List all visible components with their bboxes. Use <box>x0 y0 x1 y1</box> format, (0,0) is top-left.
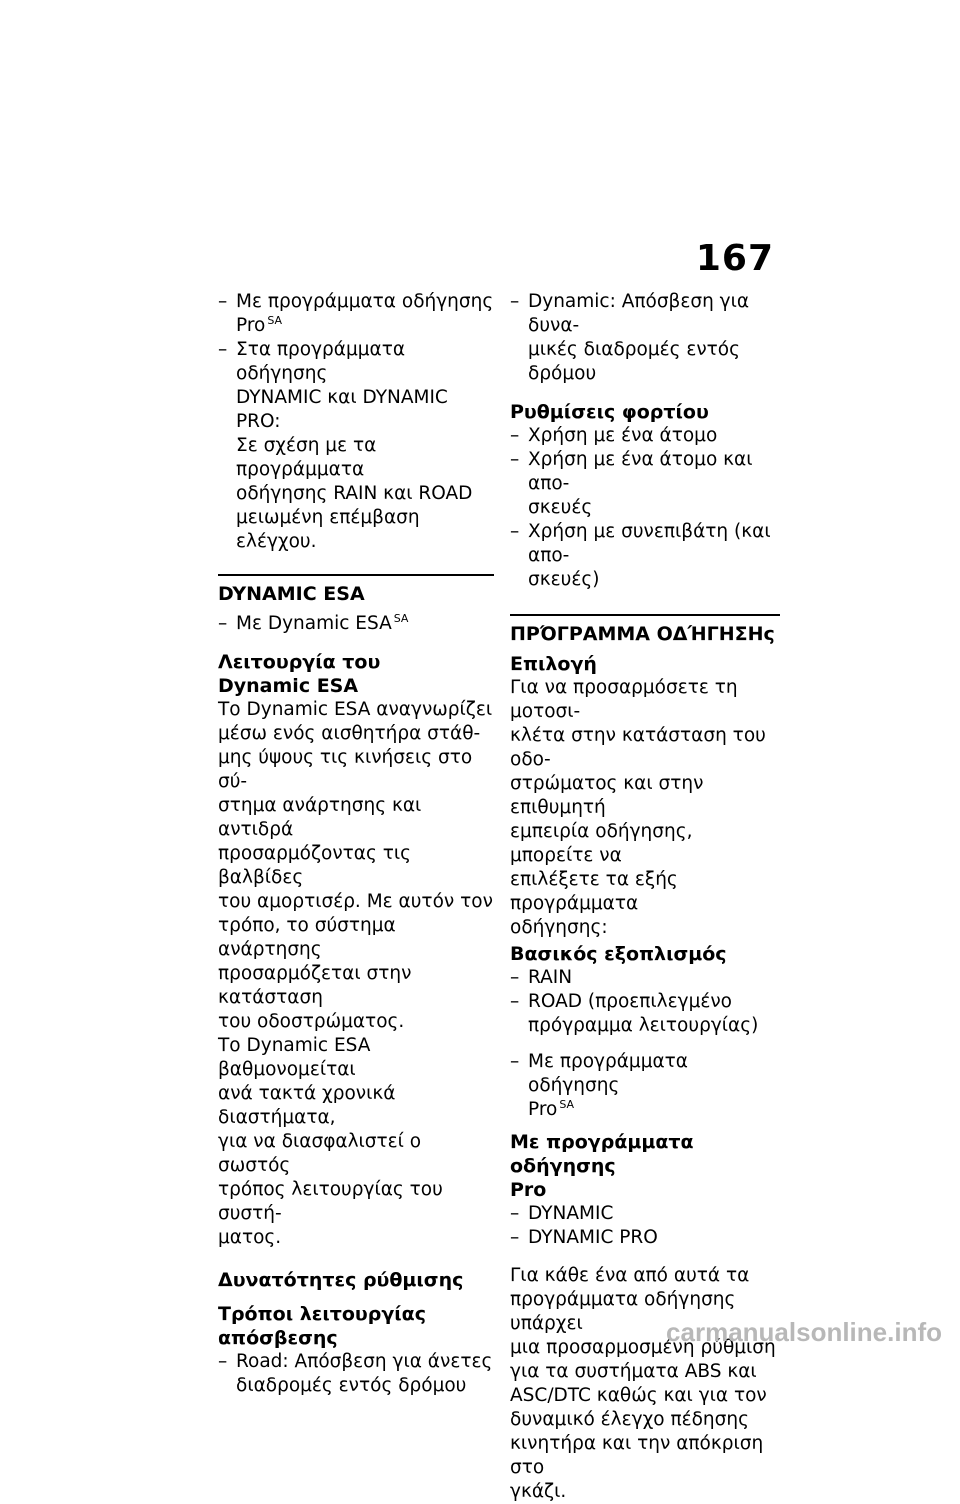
list-item: – RAIN <box>510 967 573 988</box>
list-item: – Dynamic: Απόσβεση για δυνα- μικές διαδρομές εντός δρόμου <box>510 291 750 384</box>
paragraph: Για να προσαρμόσετε τη μοτοσι- κλέτα στην κατάσταση του οδο- στρώματος και στην επιθυμητή εμπειρία οδήγησης, μπορείτε να επιλέξετε τα εξής προγράμματα οδήγησης: <box>510 677 766 938</box>
list-item: – Road: Απόσβεση για άνετες διαδρομές εντός δρόμου <box>218 1351 493 1396</box>
paragraph: Για κάθε ένα από αυτά τα προγράμματα οδήγησης υπάρχει μια προσαρμοσμένη ρύθμιση για τα συστήματα ABS και ASC/DTC καθώς και για τον δυναμικό έλεγχο πέδησης κινητήρα και την απόκριση στο γκάζι. <box>510 1265 776 1502</box>
list-item: – Χρήση με ένα άτομο <box>510 425 718 446</box>
page-number: 167 <box>695 238 774 279</box>
list-item: – ROAD (προεπιλεγμένο πρόγραμμα λειτουργίας) <box>510 991 759 1036</box>
subheading-pro: Με προγράμματα οδήγησης Pro <box>510 1131 694 1201</box>
list-item: – Στα προγράμματα οδήγησης DYNAMIC και DYNAMIC PRO: Σε σχέση με τα προγράμματα οδήγησης RAIN και ROAD μειωμένη επέμβαση ελέγχου. <box>218 339 473 552</box>
subheading-load: Ρυθμίσεις φορτίου <box>510 401 709 423</box>
subheading-basic: Βασικός εξοπλισμός <box>510 943 727 965</box>
list-item: – Χρήση με συνεπιβάτη (και απο- σκευές) <box>510 521 771 590</box>
subheading-damping: Τρόποι λειτουργίας απόσβεσης <box>218 1303 426 1349</box>
subheading-settings: Δυνατότητες ρύθμισης <box>218 1269 464 1291</box>
list-item: – DYNAMIC <box>510 1203 614 1224</box>
left-column <box>218 290 494 1398</box>
list-item: – Με Dynamic ESA $^{SA}$ <box>218 611 409 634</box>
section-heading-dynamic-esa: DYNAMIC ESA <box>218 574 494 606</box>
list-item: – Χρήση με ένα άτομο και απο- σκευές <box>510 449 753 518</box>
watermark: carmanualsonline.info <box>666 1317 942 1347</box>
list-item: – DYNAMIC PRO <box>510 1227 658 1248</box>
list-item: – Με προγράμματα οδήγησης Pro $^{SA}$ <box>218 291 494 336</box>
subheading-function: Λειτουργία του Dynamic ESA <box>218 651 381 697</box>
section-heading-programs: ΠΡΌΓΡΑΜΜΑ ΟΔΉΓΗΣΗς <box>510 614 780 646</box>
paragraph: Το Dynamic ESA βαθμονομείται ανά τακτά χρονικά διαστήματα, για να διασφαλιστεί ο σωστός τρόπος λειτουργίας του συστή- ματος. <box>218 1035 443 1248</box>
paragraph: Το Dynamic ESA αναγνωρίζει μέσω ενός αισθητήρα στάθ- μης ύψους τις κινήσεις στο σύ- στημα ανάρτησης και αντιδρά προσαρμόζοντας τις βαλβίδες του αμορτισέρ. Με αυτόν τον τρόπο, το σύστημα ανάρτησης προσαρμόζεται στην κατάσταση του οδοστρώματος. <box>218 699 493 1032</box>
list-item: – Με προγράμματα οδήγησης Pro $^{SA}$ <box>510 1051 688 1120</box>
subheading-select: Επιλογή <box>510 653 597 675</box>
